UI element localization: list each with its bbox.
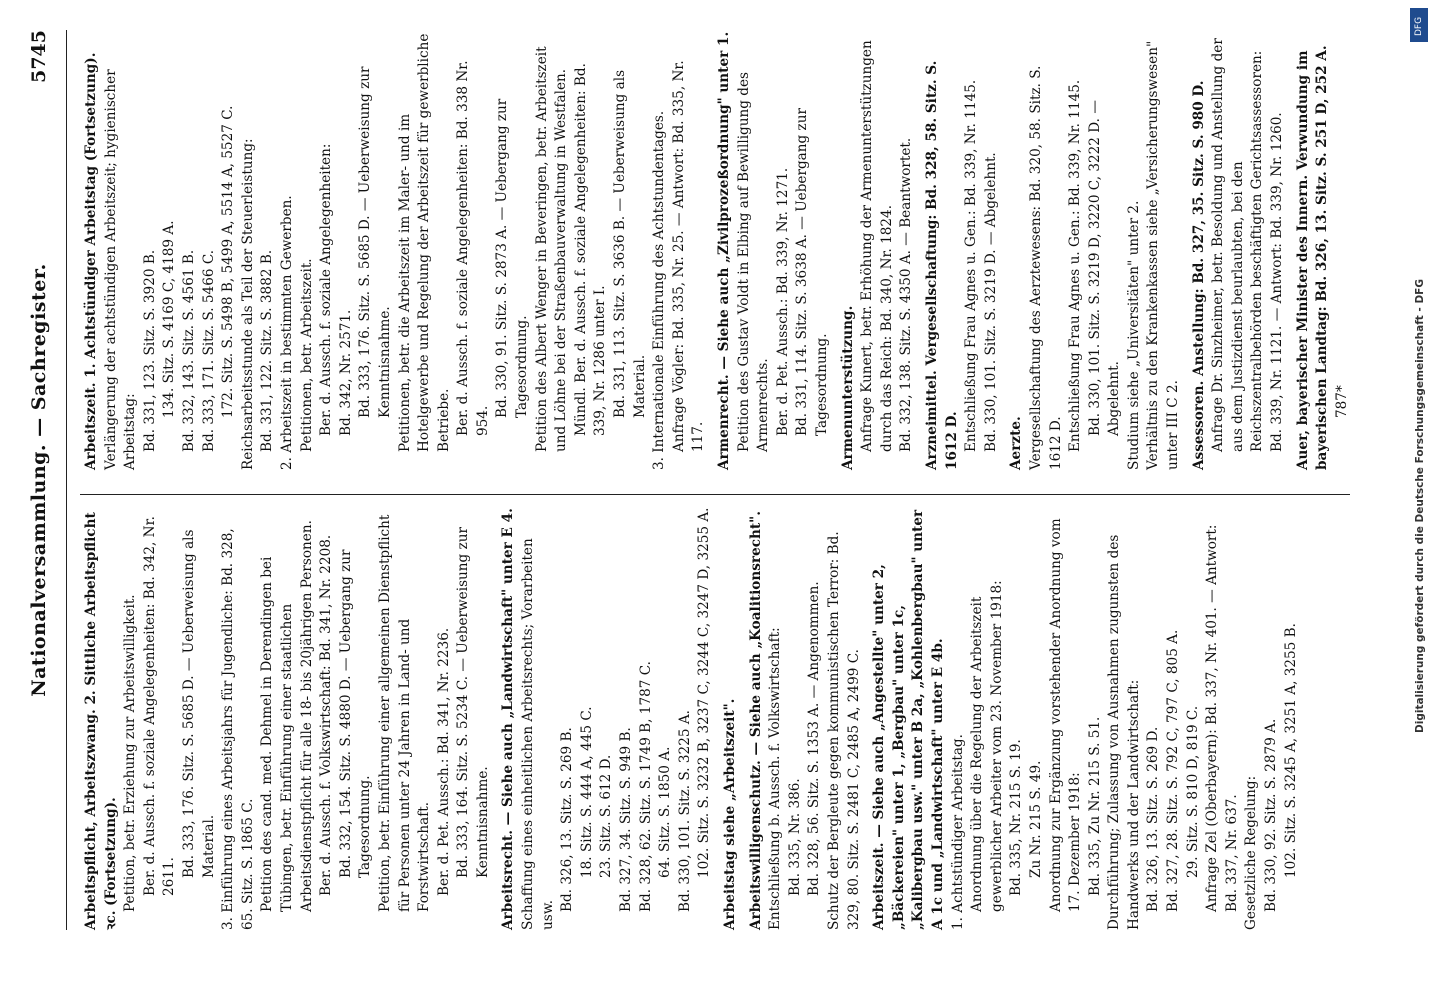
index-entry — [82, 30, 709, 470]
entry-line: Armenrecht. — Siehe auch „Zivilprozeßordnung" unter 1. — [716, 31, 732, 470]
entry-line: Arbeitspflicht, Arbeitszwang. 2. Sittliche Arbeitspflicht ꝛc. (Fortsetzung). — [83, 507, 119, 930]
entry-line: Verlängerung der achtstündigen Arbeitszeit; hygienischer Arbeitstag: — [102, 64, 139, 470]
entry-line: Entschließung Frau Agnes u. Gen.: Bd. 339, Nr. 1145. — [1067, 79, 1084, 452]
page-header — [28, 30, 68, 930]
entry-line: Petition des Albert Wenger in Beveringen, betr. Arbeitszeit und Löhne bei der Straßenbauverwaltung in Westfalen. — [533, 42, 570, 452]
entry-line: Ber. d. Pet. Aussch.: Bd. 341, Nr. 2236. — [435, 627, 452, 896]
entry-line: Bd. 333, 164. Sitz. S. 5234 C. — Ueberweisung zur Kenntnisnahme. — [455, 522, 491, 878]
entry-line: Arbeitszeit. — Siehe auch „Angestellte" unter 2, „Bäckereien" unter 1, „Bergbau" unter 1c, „Kalibergbau usw." unter B 2a, „Kohlenbergbau" unter A 1c und „Landwirtschaft" unter E 4b. — [871, 505, 946, 930]
entry-line: Bd. 330, 101. Sitz. S. 3225 A. — [676, 710, 693, 912]
entry-line: Bd. 335, Nr. 215 S. 19. — [1008, 739, 1025, 896]
entry-line: Bd. 335, Nr. 386. — [786, 778, 803, 896]
entry-line: 3. Einführung eines Arbeitsjahrs für Jugendliche: Bd. 328, 65. Sitz. S. 1865 C. — [220, 523, 256, 930]
entry-line: Vergesellschaftung des Aerztewesens: Bd. 320, 58. Sitz. S. 1612 D. — [1027, 61, 1064, 470]
entry-line: Petition des Gustav Voldt in Elbing auf Bewilligung des Armenrechts. — [735, 67, 772, 452]
entry-line: Bd. 333, 176. Sitz. S. 5685 D. — Ueberweisung zur Kenntnisnahme. — [357, 62, 393, 418]
index-entry — [1294, 30, 1353, 470]
index-entry — [82, 505, 493, 930]
entry-line: Petition des cand. med. Dehmel in Derendingen bei Tübingen, betr. Einführung einer staatlichen Arbeitsdienstpflicht für alle 18- bis 20jährigen Personen. — [259, 520, 315, 912]
index-entry — [1007, 30, 1183, 470]
entry-line: Bd. 342, Nr. 2571. — [337, 309, 354, 436]
entry-line: Entschließung Frau Agnes u. Gen.: Bd. 339, Nr. 1145. — [963, 79, 980, 452]
column-divider — [80, 494, 1350, 495]
page-title: Nationalversammlung. — Sachregister. — [28, 263, 50, 697]
entry-line: Bd. 327, 28. Sitz. S. 792 C, 797 C, 805 A. — [1165, 629, 1182, 912]
entry-line: 64. Sitz. S. 1850 A. — [657, 746, 674, 878]
left-column — [82, 505, 1307, 930]
entry-line: Bd. 331, 123. Sitz. S. 3920 B. — [141, 249, 158, 452]
entry-line: Bd. 326, 13. Sitz. S. 269 B. — [559, 727, 576, 912]
entry-line: Bd. 328, 56. Sitz. S. 1353 A. — Angenommen. — [806, 581, 823, 896]
entry-line: Petitionen, betr. Arbeitszeit. — [298, 258, 315, 452]
entry-line: Bd. 330, 101. Sitz. S. 3219 D, 3220 C, 3222 D. — Abgelehnt. — [1086, 95, 1123, 436]
entry-line: Ber. d. Aussch. f. Volkswirtschaft: Bd. 341, Nr. 2208. — [318, 534, 335, 896]
entry-line: Bd. 327, 34. Sitz. S. 949 B. — [618, 727, 635, 912]
entry-line: Aerzte. — [1008, 416, 1025, 470]
entry-line: Studium siehe „Universitäten" unter 2. — [1125, 200, 1142, 470]
index-entry — [499, 505, 715, 930]
index-entry — [870, 505, 1301, 930]
entry-line: Bd. 331, 113. Sitz. S. 3636 B. — Ueberweisung als Material. — [612, 65, 648, 418]
entry-line: Arbeitstag siehe „Arbeitszeit". — [722, 698, 738, 930]
index-entry — [721, 505, 741, 930]
digitization-sidebar — [1402, 0, 1434, 1000]
entry-line: Bd. 331, 114. Sitz. S. 3638 A. — Uebergang zur Tagesordnung. — [794, 103, 830, 436]
entry-line: Anordnung zur Ergänzung vorstehender Anordnung vom 17. Dezember 1918: — [1047, 514, 1084, 912]
entry-line: Arbeitswilligenschutz. — Siehe auch „Koalitionsrecht". — [747, 511, 764, 930]
entry-line: Bd. 332, 138. Sitz. S. 4350 A. — Beantwortet. — [898, 137, 915, 452]
right-column — [82, 30, 1358, 470]
entry-line: 2. Arbeitszeit in bestimmten Gewerben. — [278, 195, 295, 470]
entry-line: Bd. 331, 122. Sitz. S. 3882 B. — [259, 249, 276, 452]
entry-line: Bd. 330, 91. Sitz. S. 2873 A. — Uebergang zur Tagesordnung. — [494, 94, 531, 418]
entry-line: 3. Internationale Einführung des Achtstundentages. — [651, 110, 668, 470]
entry-line: Gesetzliche Regelung: — [1243, 775, 1260, 930]
entry-line: Anfrage Dr. Sinzheimer, betr. Besoldung und Anstellung der aus dem Justizdienst beurlaubten, bei den Reichszentralbehörden beschäftigten Gerichtsassessoren: Bd. 339, Nr. 1121. — Antwort: Bd. 339, Nr. 1260. — [1210, 33, 1286, 452]
entry-line: Anfrage Zel (Oberbayern): Bd. 337, Nr. 401. — Antwort: Bd. 337, Nr. 637. — [1204, 520, 1240, 912]
entry-line: Bd. 330, 92. Sitz. S. 2879 A. — [1263, 718, 1280, 912]
entry-line: Bd. 330, 101. Sitz. S. 3219 D. — Abgelehnt. — [982, 152, 999, 452]
entry-line: Ber. d. Aussch. f. soziale Angelegenheiten: — [318, 143, 335, 436]
entry-line: Auer, bayerischer Minister des Innern. Verwundung im bayerischen Landtag: Bd. 326, 13. Sitz. S. 251 D, 252 A. — [1294, 45, 1331, 470]
entry-line: 102. Sitz. S. 3232 B, 3237 C, 3244 C, 3247 D, 3255 A. — [696, 507, 713, 878]
digitization-stamp: Digitalisierung gefördert durch die Deutsche Forschungsgemeinschaft - DFG — [1414, 279, 1426, 733]
entry-line: Bd. 333, 176. Sitz. S. 5685 D. — Ueberweisung als Material. — [180, 525, 217, 878]
entry-line: Bd. 326, 13. Sitz. S. 269 D. — [1145, 726, 1162, 912]
entry-line: Zu Nr. 215 S. 49. — [1027, 760, 1044, 878]
entry-line: 172. Sitz. S. 5498 B, 5499 A, 5514 A, 5527 C. — [220, 105, 237, 418]
entry-line: Anfrage Kunert, betr. Erhöhung der Armenunterstützungen durch das Reich: Bd. 340, Nr. 1824. — [859, 35, 895, 452]
entry-line: Entschließung b. Aussch. f. Volkswirtschaft: — [767, 627, 784, 930]
entry-line: 787* — [1333, 385, 1350, 418]
index-entry — [715, 30, 833, 470]
page-number: 5745 — [28, 30, 50, 83]
entry-line: Petition, betr. Erziehung zur Arbeitswilligkeit. — [122, 594, 139, 912]
entry-line: Bd. 333, 171. Sitz. S. 5466 C. — [200, 249, 217, 452]
entry-line: Assessoren. Anstellung: Bd. 327, 35. Sitz. S. 980 D. — [1190, 80, 1207, 470]
entry-line: 29. Sitz. S. 810 D, 819 C. — [1184, 705, 1201, 878]
entry-line: Arbeitsrecht. — Siehe auch „Landwirtschaft" unter E 4. — [500, 508, 517, 930]
entry-line: Armenunterstützung. — [839, 305, 856, 470]
index-entry — [839, 30, 917, 470]
entry-line: Petitionen, betr. die Arbeitszeit im Maler- und im Hotelgewerbe und Regelung der Arbeitszeit für gewerbliche Betriebe. — [396, 29, 452, 452]
header-rule — [66, 30, 67, 930]
index-entry — [1190, 30, 1288, 470]
entry-line: Petition, betr. Einführung einer allgemeinen Dienstpflicht für Personen unter 24 Jahren in Land- und Forstwirtschaft. — [376, 510, 433, 912]
entry-line: Arbeitszeit. 1. Achtstündiger Arbeitstag (Fortsetzung). — [83, 52, 99, 470]
entry-line: Mündl. Ber. d. Aussch. f. soziale Angelegenheiten: Bd. 339, Nr. 1286 unter I. — [572, 58, 609, 436]
index-entry — [923, 30, 1001, 470]
entry-line: Schutz der Bergleute gegen kommunistischen Terror: Bd. 329, 80. Sitz. S. 2481 C, 2485 A, 2499 C. — [825, 526, 862, 930]
entry-line: Durchführung; Zulassung von Ausnahmen zugunsten des Handwerks und der Landwirtschaft: — [1106, 530, 1142, 930]
entry-line: 134. Sitz. S. 4169 C, 4189 A. — [161, 220, 178, 418]
entry-line: Schaffung eines einheitlichen Arbeitsrechts; Vorarbeiten usw. — [520, 533, 556, 930]
entry-line: Bd. 335, Zu Nr. 215 S. 51. — [1086, 716, 1103, 896]
entry-line: 23. Sitz. S. 612 D. — [598, 754, 615, 878]
index-entry — [747, 505, 865, 930]
entry-line: Anfrage Vögler: Bd. 335, Nr. 25. — Antwort: Bd. 335, Nr. 117. — [670, 55, 707, 452]
entry-line: Reichsarbeitsstunde als Teil der Steuerleistung: — [239, 138, 256, 470]
entry-line: 18. Sitz. S. 444 A, 445 C. — [578, 706, 595, 878]
entry-line: 102. Sitz. S. 3245 A, 3251 A, 3255 B. — [1282, 623, 1299, 878]
logo-text: DFG — [1414, 16, 1424, 36]
entry-line: Anordnung über die Regelung der Arbeitszeit gewerblicher Arbeiter vom 23. November 1918: — [969, 580, 1005, 912]
entry-line: Ber. d. Pet. Aussch.: Bd. 339, Nr. 1271. — [774, 167, 791, 436]
entry-line: Verhältnis zu den Krankenkassen siehe „Versicherungswesen" unter III C 2. — [1145, 36, 1182, 470]
entry-line: Arzneimittel. Vergesellschaftung: Bd. 328, 58. Sitz. S. 1612 D. — [923, 55, 960, 470]
entry-line: Bd. 332, 154. Sitz. S. 4880 D. — Uebergang zur Tagesordnung. — [337, 545, 374, 878]
entry-line: Bd. 328, 62. Sitz. S. 1749 B, 1787 C. — [637, 661, 654, 912]
entry-line: Ber. d. Aussch. f. soziale Angelegenheiten: Bd. 342, Nr. 2611. — [141, 511, 178, 896]
entry-line: Bd. 332, 143. Sitz. S. 4561 B. — [180, 249, 197, 452]
entry-line: 1. Achtstündiger Arbeitstag. — [949, 734, 966, 930]
entry-line: Ber. d. Aussch. f. soziale Angelegenheiten: Bd. 338 Nr. 954. — [455, 56, 491, 436]
